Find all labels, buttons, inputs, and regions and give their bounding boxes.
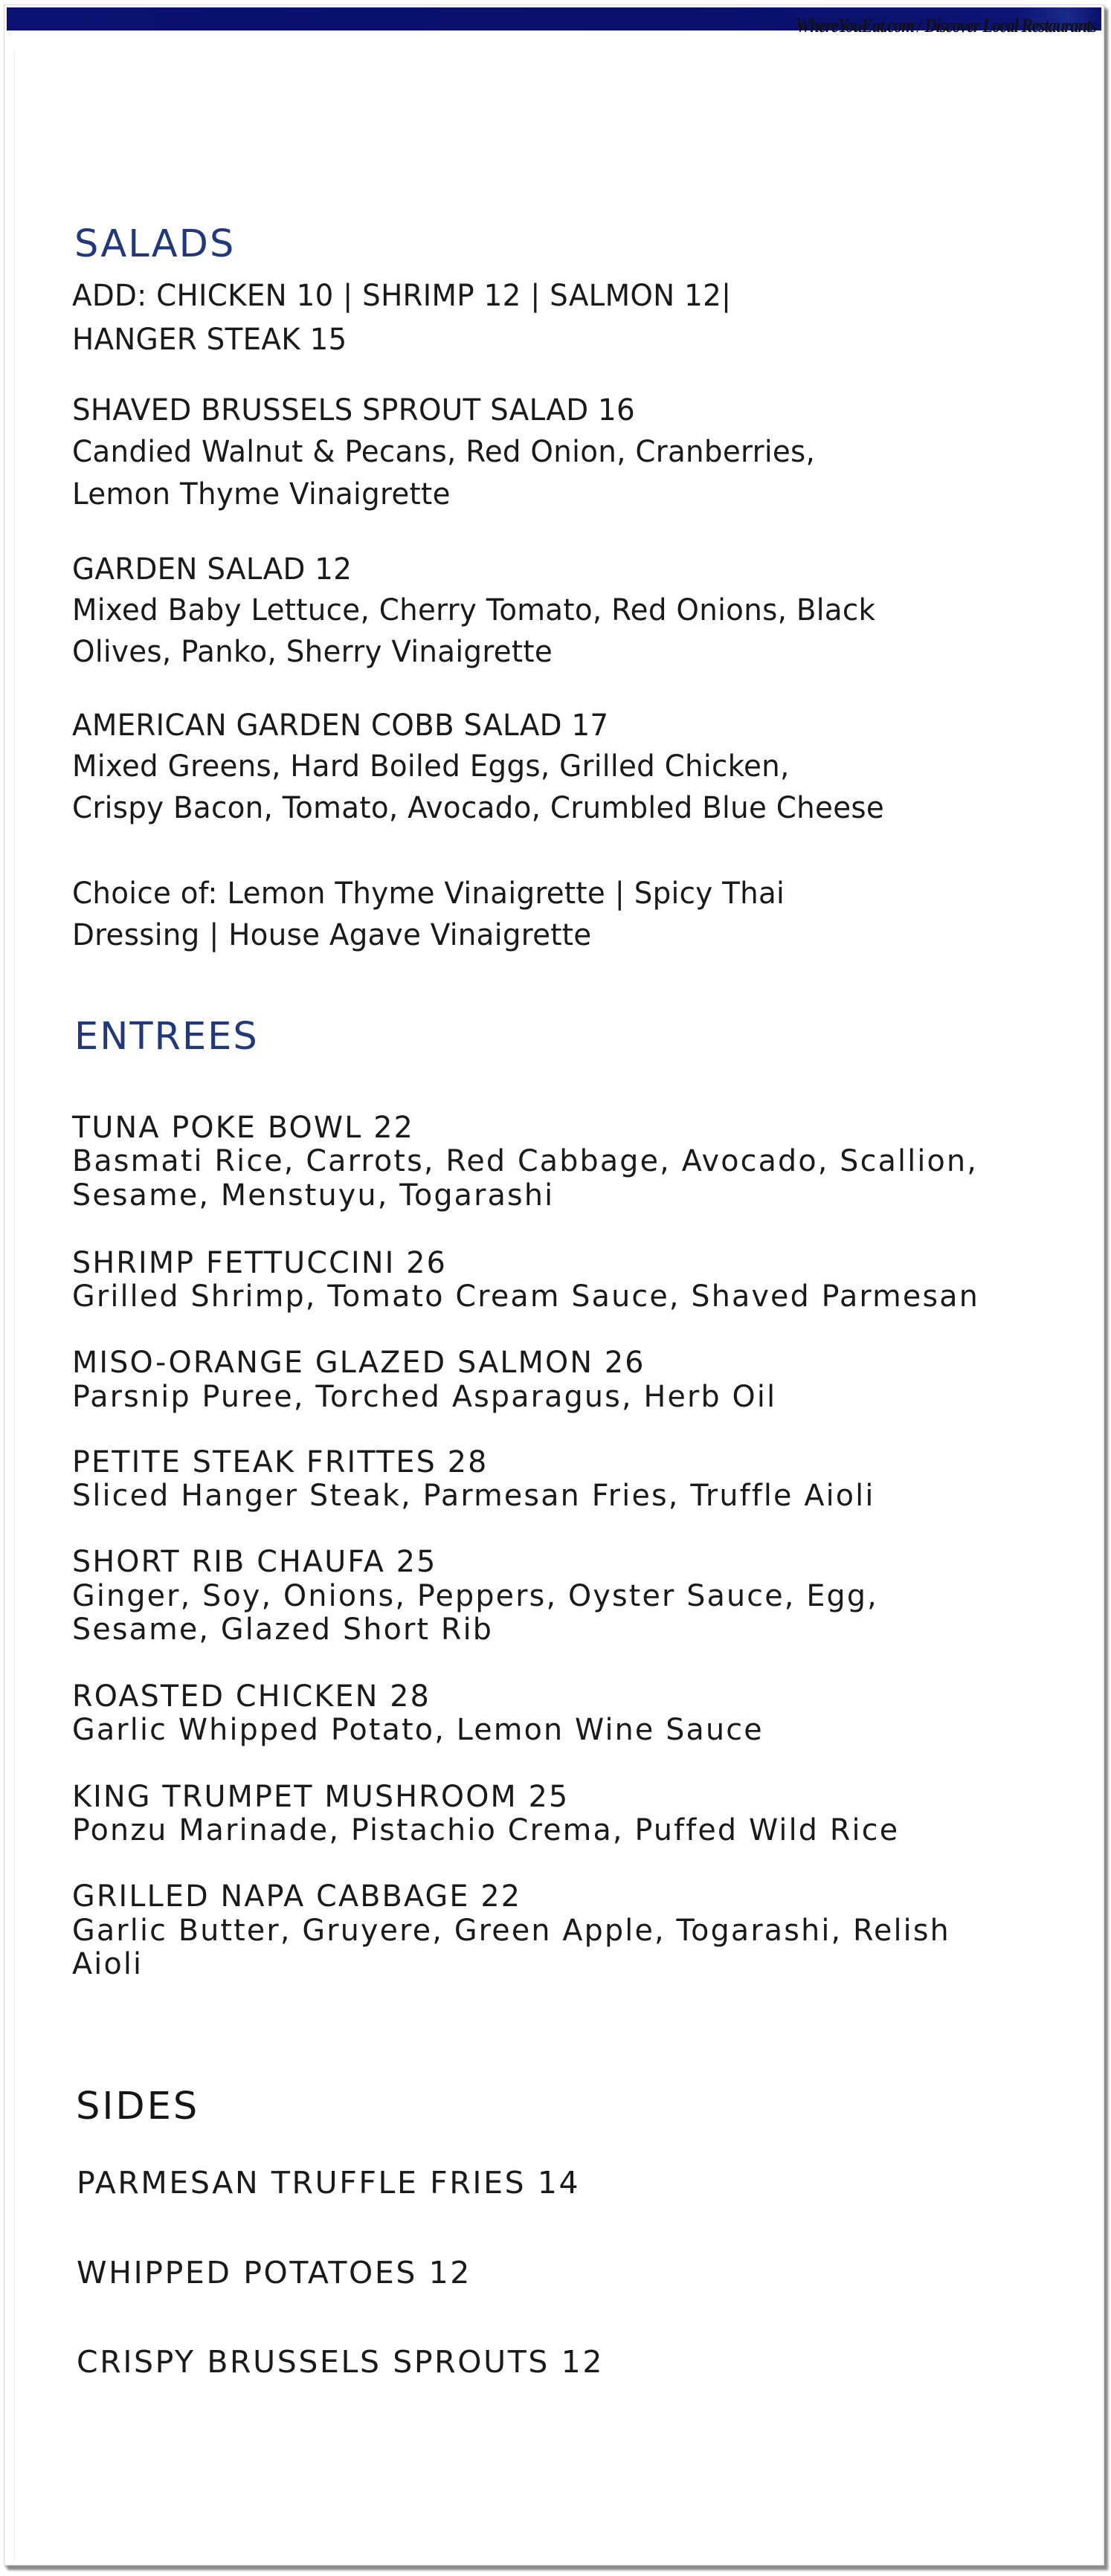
item-description: Mixed Greens, Hard Boiled Eggs, Grilled Chicken, [72,749,790,784]
site-credit: WhereYouEat.com / Discover Local Restaurants [795,15,1096,36]
item-description: Parsnip Puree, Torched Asparagus, Herb Oil [72,1380,777,1414]
side-item: WHIPPED POTATOES 12 [77,2255,471,2291]
item-description: Grilled Shrimp, Tomato Cream Sauce, Shaved Parmesan [72,1279,980,1314]
item-description: Mixed Baby Lettuce, Cherry Tomato, Red Onions, Black [72,593,876,627]
item-description: Crispy Bacon, Tomato, Avocado, Crumbled Blue Cheese [72,791,885,825]
item-name: SHRIMP FETTUCCINI 26 [72,1246,448,1280]
side-item: CRISPY BRUSSELS SPROUTS 12 [77,2344,605,2380]
item-name: SHORT RIB CHAUFA 25 [72,1545,437,1579]
side-item: PARMESAN TRUFFLE FRIES 14 [77,2165,581,2201]
item-description: Sliced Hanger Steak, Parmesan Fries, Truffle Aioli [72,1479,875,1513]
item-description: Garlic Butter, Gruyere, Green Apple, Togarashi, Relish [72,1914,950,1948]
item-name: SHAVED BRUSSELS SPROUT SALAD 16 [72,393,635,427]
item-description: Candied Walnut & Pecans, Red Onion, Cranberries, [72,435,816,469]
item-description: Basmati Rice, Carrots, Red Cabbage, Avocado, Scallion, [72,1144,979,1178]
item-name: KING TRUMPET MUSHROOM 25 [72,1780,570,1814]
item-description: Aioli [72,1947,144,1981]
add-ons-line-2: HANGER STEAK 15 [72,323,347,357]
item-name: AMERICAN GARDEN COBB SALAD 17 [72,708,609,743]
dressing-note-line-2: Dressing | House Agave Vinaigrette [72,918,592,952]
section-title-salads: SALADS [74,222,236,266]
item-name: ROASTED CHICKEN 28 [72,1679,431,1714]
item-name: GARDEN SALAD 12 [72,552,352,587]
item-description: Ponzu Marinade, Pistachio Crema, Puffed Wild Rice [72,1813,900,1847]
item-description: Garlic Whipped Potato, Lemon Wine Sauce [72,1713,764,1747]
section-title-entrees: ENTREES [74,1015,259,1059]
item-description: Lemon Thyme Vinaigrette [72,477,451,511]
item-name: GRILLED NAPA CABBAGE 22 [72,1879,522,1914]
item-description: Sesame, Glazed Short Rib [72,1613,494,1647]
add-ons-line-1: ADD: CHICKEN 10 | SHRIMP 12 | SALMON 12| [72,279,732,313]
item-name: PETITE STEAK FRITTES 28 [72,1445,489,1479]
item-name: MISO-ORANGE GLAZED SALMON 26 [72,1346,645,1380]
item-description: Ginger, Soy, Onions, Peppers, Oyster Sauce, Egg, [72,1579,878,1613]
item-description: Sesame, Menstuyu, Togarashi [72,1178,555,1213]
item-description: Olives, Panko, Sherry Vinaigrette [72,635,553,669]
dressing-note-line-1: Choice of: Lemon Thyme Vinaigrette | Spicy Thai [72,877,785,911]
section-title-sides: SIDES [76,2085,200,2128]
item-name: TUNA POKE BOWL 22 [72,1111,414,1145]
